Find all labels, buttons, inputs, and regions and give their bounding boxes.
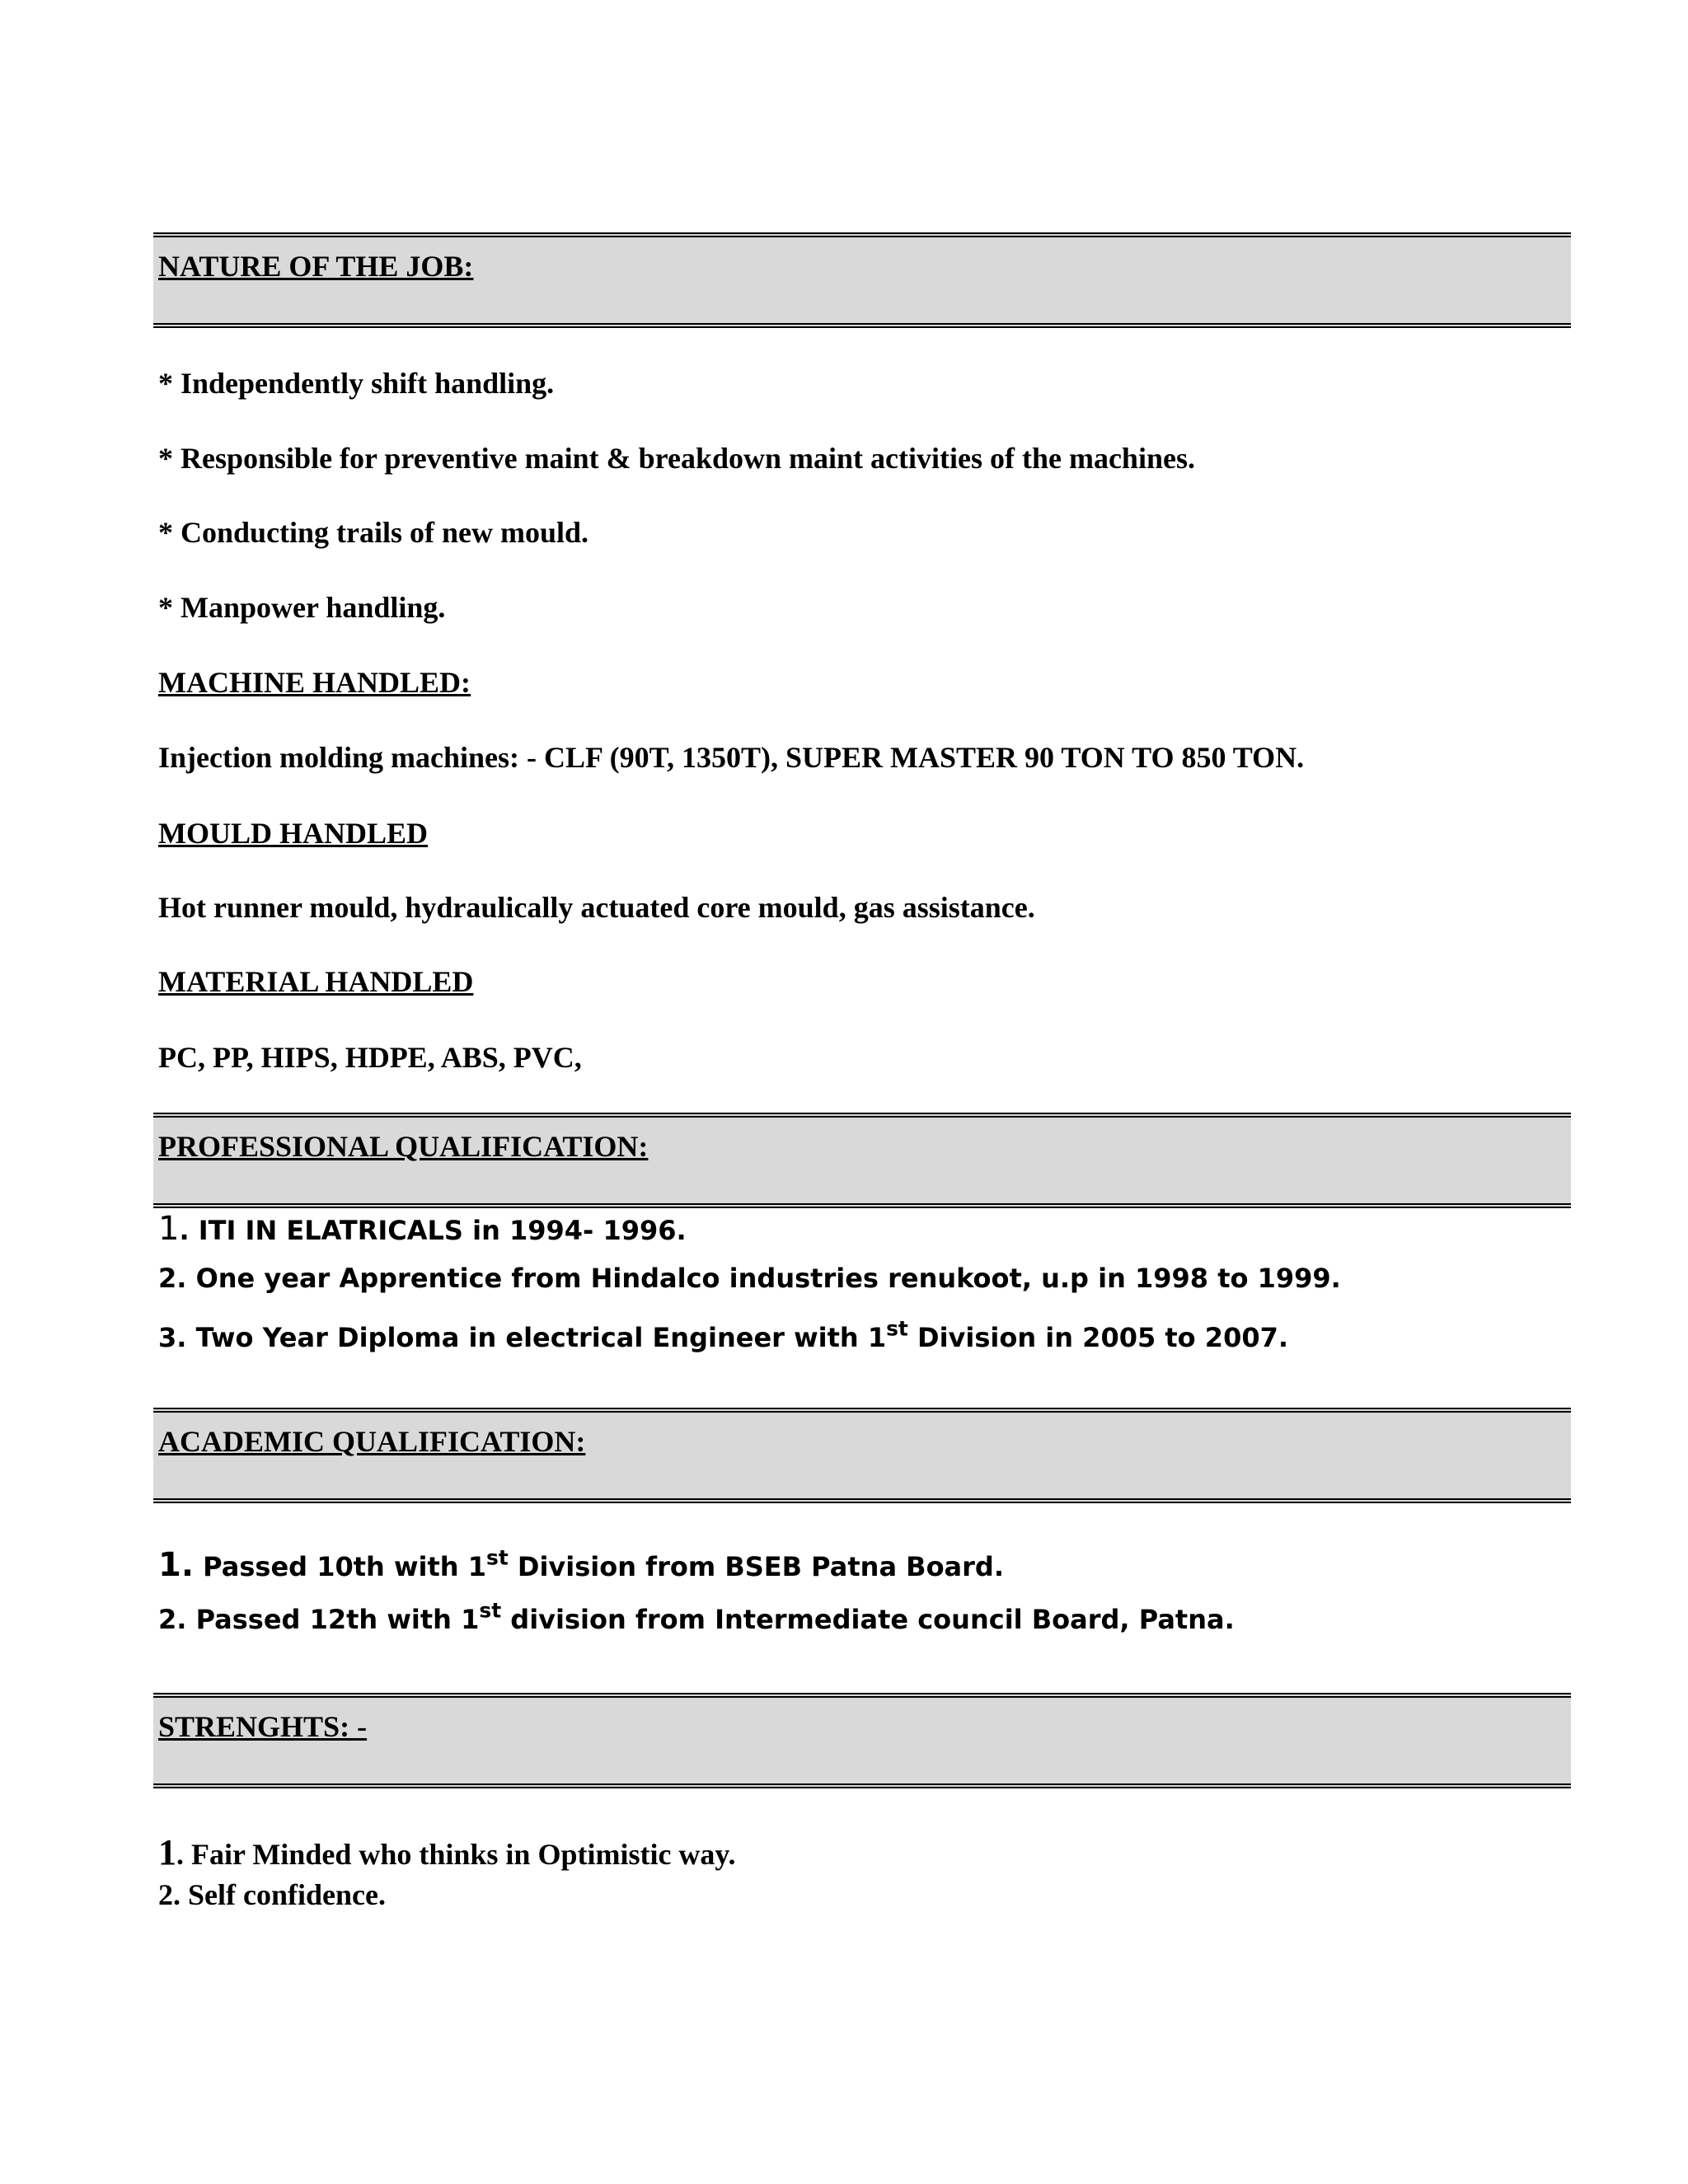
academic-item-1-ordinal: st — [485, 1545, 509, 1570]
machine-handled-heading: MACHINE HANDLED: — [158, 666, 471, 699]
material-handled-text: PC, PP, HIPS, HDPE, ABS, PVC, — [158, 1041, 582, 1074]
academic-item-2 — [158, 1598, 1235, 1635]
professional-item-3-rest: Division in 2005 to 2007. — [907, 1322, 1289, 1353]
academic-item-2-ordinal: st — [479, 1598, 502, 1623]
academic-item-1-text: Passed 10th with 1 — [194, 1551, 486, 1582]
professional-item-1-text: . ITI IN ELATRICALS in 1994- 1996. — [179, 1215, 687, 1246]
nature-of-job-title: NATURE OF THE JOB: — [158, 250, 474, 283]
strengths-band — [153, 1693, 1571, 1788]
strengths-title: STRENGHTS: - — [158, 1710, 368, 1743]
professional-qualification-title: PROFESSIONAL QUALIFICATION: — [158, 1130, 649, 1163]
professional-item-2: 2. One year Apprentice from Hindalco industries renukoot, u.p in 1998 to 1999. — [158, 1263, 1341, 1294]
academic-item-1-number: 1. — [158, 1546, 195, 1584]
academic-item-2-rest: division from Intermediate council Board, Patna. — [501, 1604, 1235, 1635]
professional-item-1 — [158, 1210, 687, 1248]
strengths-item-2: 2. Self confidence. — [158, 1878, 386, 1911]
job-item-3: * Conducting trails of new mould. — [158, 516, 589, 549]
job-item-2: * Responsible for preventive maint & breakdown maint activities of the machines. — [158, 442, 1195, 475]
mould-handled-text: Hot runner mould, hydraulically actuated core mould, gas assistance. — [158, 891, 1035, 924]
academic-qualification-band — [153, 1408, 1571, 1503]
machine-handled-text: Injection molding machines: - CLF (90T, 1350T), SUPER MASTER 90 TON TO 850 TON. — [158, 741, 1305, 774]
mould-handled-heading: MOULD HANDLED — [158, 817, 429, 850]
academic-item-1-rest: Division from BSEB Patna Board. — [508, 1551, 1004, 1582]
academic-qualification-title: ACADEMIC QUALIFICATION: — [158, 1425, 586, 1458]
professional-item-3 — [158, 1316, 1289, 1353]
strengths-item-1-number: 1 — [158, 1832, 176, 1872]
strengths-item-1-text: . Fair Minded who thinks in Optimistic way. — [176, 1838, 736, 1871]
job-item-4: * Manpower handling. — [158, 591, 446, 624]
academic-item-2-text: 2. Passed 12th with 1 — [158, 1604, 480, 1635]
strengths-item-1 — [158, 1831, 735, 1873]
professional-qualification-band — [153, 1113, 1571, 1208]
professional-item-1-number: 1 — [158, 1210, 180, 1248]
professional-item-3-ordinal: st — [886, 1316, 908, 1341]
nature-of-job-band — [153, 232, 1571, 328]
academic-item-1 — [158, 1546, 1004, 1584]
material-handled-heading: MATERIAL HANDLED — [158, 965, 474, 998]
job-item-1: * Independently shift handling. — [158, 367, 555, 400]
professional-item-3-text: 3. Two Year Diploma in electrical Engineer with 1 — [158, 1322, 887, 1353]
